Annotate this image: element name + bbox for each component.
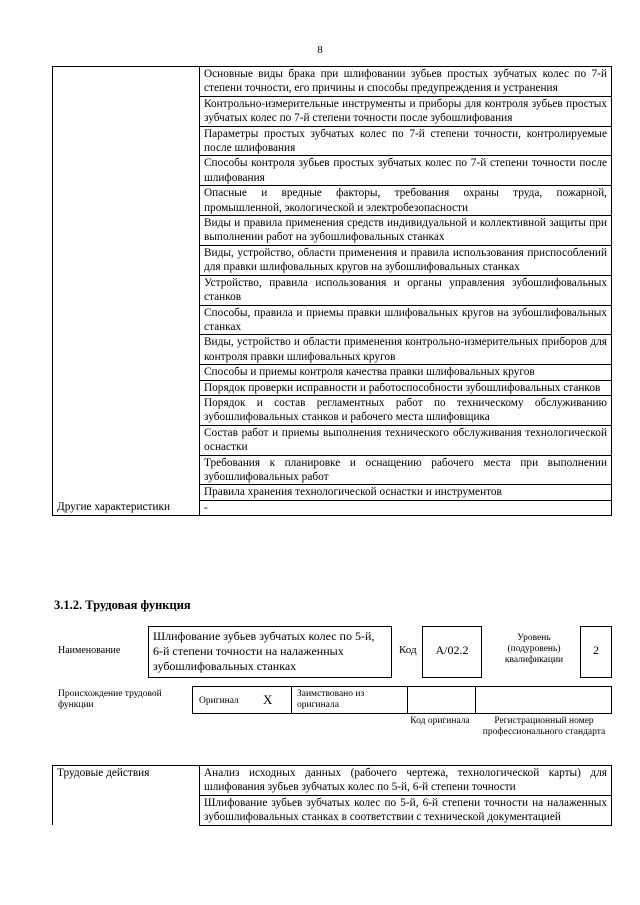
code-original-caption: Код оригинала	[410, 716, 470, 726]
level-value: 2	[593, 643, 599, 657]
knowledge-item: Правила хранения технологической оснастки и инструментов	[200, 485, 612, 500]
knowledge-item: Состав работ и приемы выполнения технического обслуживания технологической оснастки	[200, 425, 612, 455]
row-label-cell	[53, 96, 200, 126]
original-mark: X	[263, 692, 273, 707]
knowledge-item: Порядок проверки исправности и работоспособности зубошлифовальных станков	[200, 380, 612, 395]
row-label-cell	[53, 365, 200, 380]
table-row	[53, 395, 612, 425]
borrowed-label: Заимствовано из оригинала	[297, 689, 365, 710]
other-characteristics-value: -	[200, 500, 612, 515]
code-box	[422, 626, 482, 678]
function-name-box	[148, 626, 392, 678]
table-row	[53, 425, 612, 455]
table-row	[53, 126, 612, 156]
labor-action-item: Анализ исходных данных (рабочего чертежа, технологической карты) для шлифования зубьев зубчатых колес по 5-й, 6-й степени точности	[200, 766, 612, 796]
table-row	[53, 795, 612, 825]
knowledge-item: Способы контроля зубьев простых зубчатых колес по 7-й степени точности после шлифования	[200, 156, 612, 186]
origin-table	[192, 686, 612, 714]
table-row	[53, 380, 612, 395]
row-label-cell	[53, 485, 200, 500]
table-row	[53, 216, 612, 246]
knowledge-item: Виды, устройство, области применения и правила использования приспособлений для правки шлифовальных кругов на зубошлифовальных станках	[200, 245, 612, 275]
table-row	[53, 275, 612, 305]
divider	[475, 687, 476, 713]
other-characteristics-label: Другие характеристики	[53, 500, 200, 515]
divider	[291, 687, 292, 713]
row-label-cell	[53, 156, 200, 186]
row-label-cell	[53, 425, 200, 455]
knowledge-table	[52, 66, 612, 516]
table-row	[53, 305, 612, 335]
table-row	[53, 156, 612, 186]
level-label: Уровень (подуровень) квалификации	[504, 633, 564, 665]
table-row	[53, 455, 612, 485]
row-label-cell	[53, 216, 200, 246]
reg-number-caption: Регистрационный номер профессионального стандарта	[482, 716, 606, 737]
knowledge-item: Устройство, правила использования и органы управления зубошлифовальных станков	[200, 275, 612, 305]
labor-actions-label: Трудовые действия	[53, 766, 200, 796]
knowledge-item: Порядок и состав регламентных работ по техническому обслуживанию зубошлифовальных станков и рабочего места шлифовщика	[200, 395, 612, 425]
knowledge-item: Параметры простых зубчатых колес по 7-й степени точности, контролируемые после шлифования	[200, 126, 612, 156]
row-label-cell	[53, 395, 200, 425]
table-row	[53, 96, 612, 126]
code-label: Код	[399, 644, 417, 656]
row-label-cell	[53, 126, 200, 156]
table-row	[53, 186, 612, 216]
name-label: Наименование	[58, 645, 121, 656]
table-row	[53, 365, 612, 380]
row-label-cell	[53, 380, 200, 395]
page-number: 8	[317, 44, 323, 56]
table-row	[53, 245, 612, 275]
row-label-cell	[53, 245, 200, 275]
knowledge-item: Виды и правила применения средств индивидуальной и коллективной защиты при выполнении работ на зубошлифовальных станках	[200, 216, 612, 246]
row-label-cell	[53, 275, 200, 305]
labor-action-item: Шлифование зубьев зубчатых колес по 5-й, 6-й степени точности на налаженных зубошлифовальных станках в соответствии с технической документацией	[200, 795, 612, 825]
row-label-cell	[53, 795, 200, 825]
function-name: Шлифование зубьев зубчатых колес по 5-й, 6-й степени точности на налаженных зубошлифовальных станках	[153, 629, 375, 673]
row-label-cell	[53, 67, 200, 97]
section-heading: 3.1.2. Трудовая функция	[54, 598, 191, 612]
row-label-cell	[53, 455, 200, 485]
table-row	[53, 67, 612, 97]
row-label-cell	[53, 335, 200, 365]
knowledge-item: Требования к планировке и оснащению рабочего места при выполнении зубошлифовальных работ	[200, 455, 612, 485]
level-box	[580, 626, 612, 678]
knowledge-item: Способы и приемы контроля качества правки шлифовальных кругов	[200, 365, 612, 380]
labor-actions-table	[52, 765, 612, 826]
table-row	[53, 485, 612, 500]
table-row	[53, 335, 612, 365]
knowledge-item: Контрольно-измерительные инструменты и приборы для контроля зубьев простых зубчатых колес по 7-й степени точности после зубошлифования	[200, 96, 612, 126]
knowledge-item: Основные виды брака при шлифовании зубьев простых зубчатых колес по 7-й степени точности, его причины и способы предупреждения и устранения	[200, 67, 612, 97]
row-label-cell	[53, 186, 200, 216]
code-value: А/02.2	[435, 643, 469, 657]
row-label-cell	[53, 305, 200, 335]
table-row	[53, 766, 612, 796]
table-row	[53, 500, 612, 515]
original-label: Оригинал	[199, 696, 239, 706]
knowledge-item: Способы, правила и приемы правки шлифовальных кругов на зубошлифовальных станках	[200, 305, 612, 335]
knowledge-item: Опасные и вредные факторы, требования охраны труда, пожарной, промышленной, экологической и электробезопасности	[200, 186, 612, 216]
knowledge-item: Виды, устройство и области применения контрольно-измерительных приборов для контроля правки шлифовальных кругов	[200, 335, 612, 365]
divider	[407, 687, 408, 713]
origin-label: Происхождение трудовой функции	[58, 689, 162, 710]
